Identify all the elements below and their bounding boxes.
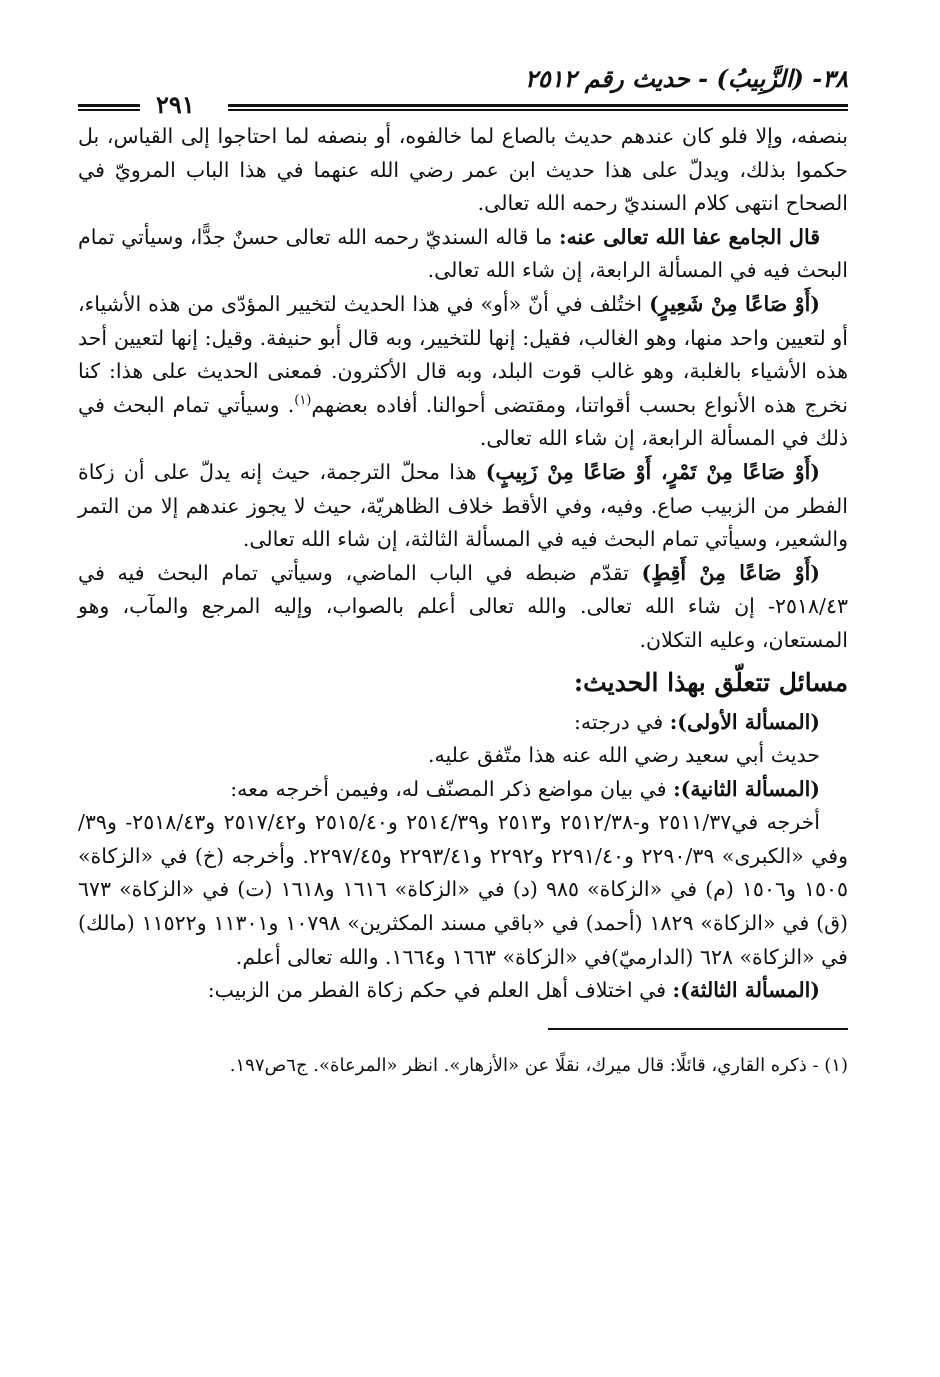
page-number: ٢٩١ [156,90,195,119]
header-rule-left [78,104,140,111]
book-page [78,64,848,1080]
paragraph: قال الجامع عفا الله تعالى عنه: ما قاله السنديّ رحمه الله تعالى حسنٌ جدًّا، وسيأتي تمام البحث فيه في المسألة الرابعة، إن شاء الله تعالى. [78,224,848,283]
header-rule-right [228,104,848,111]
footnote: (١) - ذكره القاري، قائلًا: قال ميرك، نقلًا عن «الأزهار». انظر «المرعاة». ج٦ص١٩٧. [229,1054,848,1076]
paragraph: (أَوْ صَاعًا مِنْ أَقِطٍ) تقدّم ضبطه في الباب الماضي، وسيأتي تمام البحث فيه في ٢٥١٨/٤٣- إن شاء الله تعالى. والله تعالى أعلم بالصواب، وإليه المرجع والمآب، وهو المستعان، وعليه التكلان. [78,560,848,652]
footnote-ref[interactable]: (١) [294,392,312,408]
masala-paragraph: حديث أبي سعيد رضي الله عنه هذا متّفق عليه. [427,743,820,768]
paragraph: (أَوْ صَاعًا مِنْ شَعِيرٍ) اختُلف في أنّ «أو» في هذا الحديث لتخيير المؤدّى من هذه الأشياء، أو لتعيين واحد منها، وهو الغالب، فقيل: إنها للتخيير، وبه قال أبو حنيفة. وقيل: إنها لتعيين أحد هذه الأشياء بالغلبة، وهو غالب قوت البلد، وبه قال الأكثرون. فمعنى الحديث على هذا: كنا نخرج هذه الأنواع بحسب أقواتنا، ومقتضى أحوالنا. أفاده بعضهم$^{(١)}$. وسيأتي تمام البحث في ذلك في المسألة الرابعة، إن شاء الله تعالى. [78,291,848,451]
section-heading: مسائل تتعلّق بهذا الحديث: [573,667,848,697]
paragraph: بنصفه، وإلا فلو كان عندهم حديث بالصاع لما خالفوه، أو بنصفه لما احتاجوا إلى القياس، بل حكموا بذلك، ويدلّ على هذا حديث ابن عمر رضي الله عنهما في هذا الباب المرويّ في الصحاح انتهى كلام السنديّ رحمه الله تعالى. [78,124,848,216]
masala-paragraph: (المسألة الثالثة): في اختلاف أهل العلم في حكم زكاة الفطر من الزبيب: [207,978,820,1003]
paragraph: (أَوْ صَاعًا مِنْ تَمْرٍ، أَوْ صَاعًا مِنْ زَبِيبٍ) هذا محلّ الترجمة، حيث إنه يدلّ على أن زكاة الفطر من الزبيب صاع. وفيه، وفي الأقط خلاف الظاهريّة، حيث لا يجوز عندهم إلا من التمر والشعير، وسيأتي تمام البحث فيه في المسألة الثالثة، إن شاء الله تعالى. [78,459,848,552]
masala-paragraph: (المسألة الثانية): في بيان مواضع ذكر المصنّف له، وفيمن أخرجه معه: [230,776,820,801]
footnote-separator [548,1028,848,1030]
masala-paragraph: (المسألة الأولى): في درجته: [573,709,820,734]
running-title: ٣٨- (الزَّبِيبُ) - حديث رقم ٢٥١٢ [524,64,848,93]
page-body [78,120,848,1008]
page-header [78,64,848,120]
masala-paragraph: أخرجه في٢٥١١/٣٧ و-٢٥١٢/٣٨ و٢٥١٣ و٢٥١٤/٣٩ و٢٥١٥/٤٠ و٢٥١٧/٤٢ و٢٥١٨/٤٣- و٣٩/وفي «الكبرى» ٢٢٩٠/٣٩ و٢٢٩١/٤٠ و٢٢٩٢ و٢٢٩٣/٤١ و٢٢٩٧/٤٥. وأخرجه (خ) في «الزكاة» ١٥٠٥ و١٥٠٦ (م) في «الزكاة» ٩٨٥ (د) في «الزكاة» ١٦١٦ و١٦١٨ (ت) في «الزكاة» ٦٧٣ (ق) في «الزكاة» ١٨٢٩ (أحمد) في «باقي مسند المكثرين» ١٠٧٩٨ و١١٣٠١ و١١٥٢٢ (مالك) في «الزكاة» ٦٢٨ (الدارميّ)في «الزكاة» ١٦٦٣ و١٦٦٤. والله تعالى أعلم. [78,810,849,969]
